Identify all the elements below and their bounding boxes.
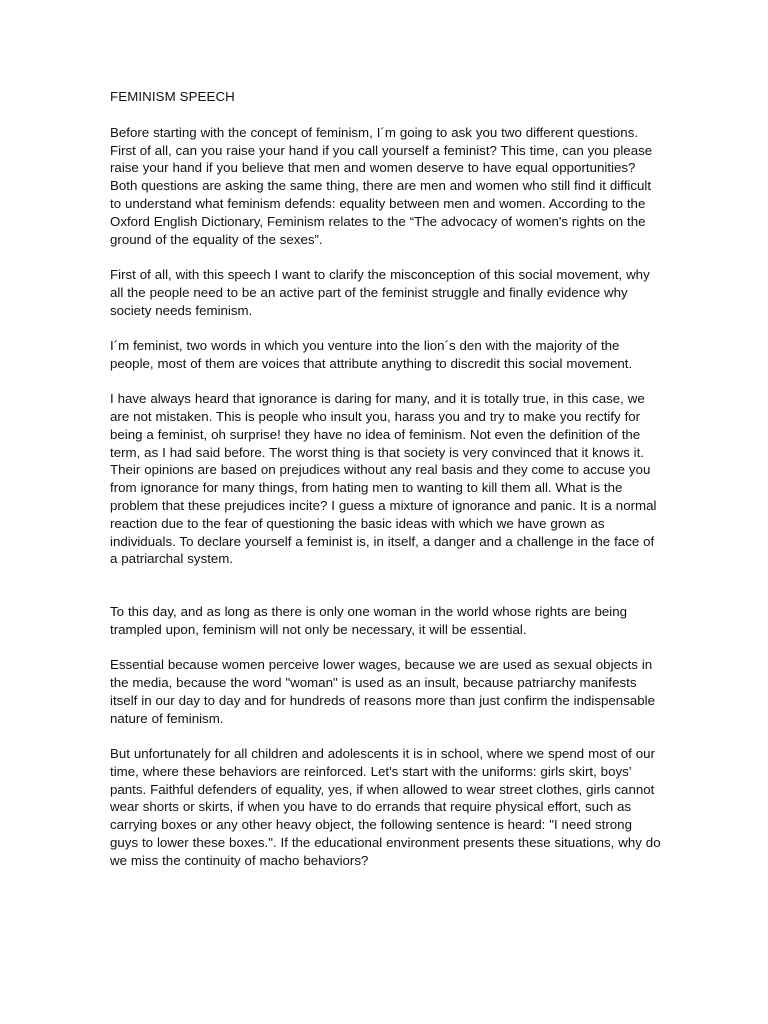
paragraph-5: To this day, and as long as there is only one woman in the world whose rights are being trampled upon, feminism will not only be necessary, it will be essential. (110, 604, 628, 637)
paragraph-4: I have always heard that ignorance is daring for many, and it is totally true, in this case, we are not mistaken. This is people who insult you, harass you and try to make you rectify for being a feminist, oh surprise! they have no idea of feminism. Not even the definition of the term, as I had said before. The worst thing is that society is very convinced that it knows it. Their opinions are based on prejudices without any real basis and they come to accuse you from ignorance for many things, from hating men to wanting to kill them all. What is the problem that these prejudices incite? I guess a mixture of ignorance and panic. It is a normal reaction due to the fear of questioning the basic ideas with which we have grown as individuals. To declare yourself a feminist is, in itself, a danger and a challenge in the face of a patriarchal system. (110, 391, 657, 567)
document-body (110, 88, 662, 887)
document-title: FEMINISM SPEECH (110, 89, 235, 104)
paragraph-7: But unfortunately for all children and adolescents it is in school, where we spend most of our time, where these behaviors are reinforced. Let's start with the uniforms: girls skirt, boys’ pants. Faithful defenders of equality, yes, if when allowed to wear street clothes, girls cannot wear shorts or skirts, if when you have to do errands that require physical effort, such as carrying boxes or any other heavy object, the following sentence is heard: "I need strong guys to lower these boxes.". If the educational environment presents these situations, why do we miss the continuity of macho behaviors? (110, 746, 661, 868)
paragraph-1: Before starting with the concept of feminism, I´m going to ask you two different questions. First of all, can you raise your hand if you call yourself a feminist? This time, can you please raise your hand if you believe that men and women deserve to have equal opportunities? Both questions are asking the same thing, there are men and women who still find it difficult to understand what feminism defends: equality between men and women. According to the Oxford English Dictionary, Feminism relates to the “The advocacy of women's rights on the ground of the equality of the sexes”. (110, 124, 653, 247)
paragraph-6: Essential because women perceive lower wages, because we are used as sexual objects in the media, because the word "woman" is used as an insult, because patriarchy manifests itself in our day to day and for hundreds of reasons more than just confirm the indispensable nature of feminism. (110, 657, 655, 726)
paragraph-3: I´m feminist, two words in which you venture into the lion´s den with the majority of the people, most of them are voices that attribute anything to discredit this social movement. (110, 337, 633, 371)
paragraph-2: First of all, with this speech I want to clarify the misconception of this social movement, why all the people need to be an active part of the feminist struggle and finally evidence why society needs feminism. (110, 266, 650, 318)
